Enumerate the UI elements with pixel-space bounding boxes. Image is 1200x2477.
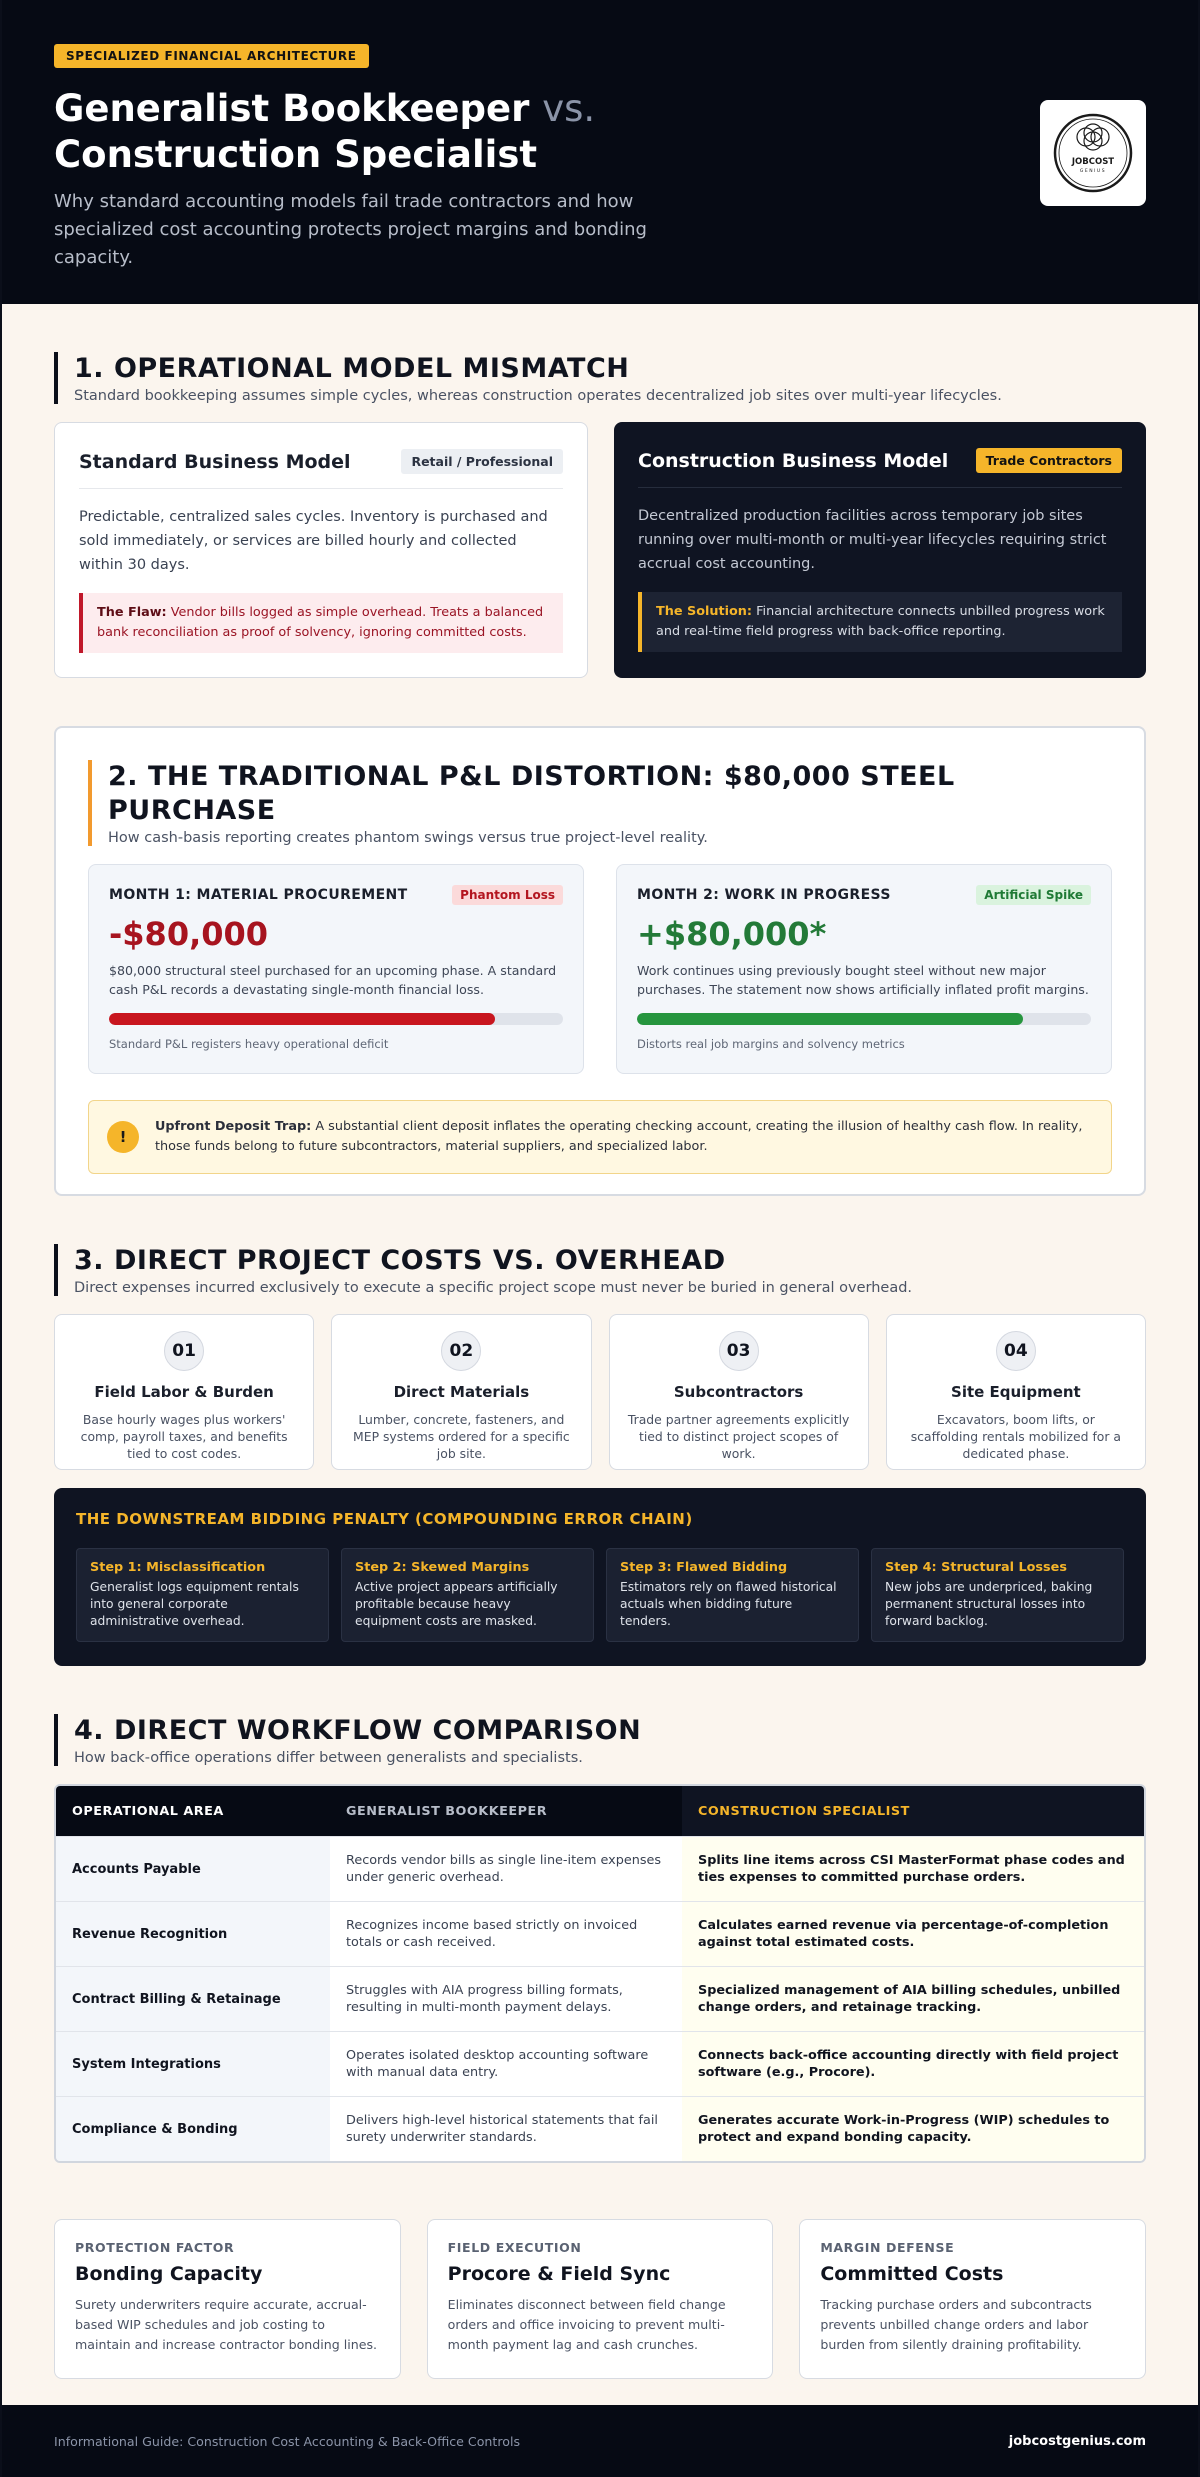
cost-title: Direct Materials	[393, 1383, 530, 1401]
month-value: +$80,000*	[637, 915, 827, 953]
cost-card-labor	[54, 1314, 314, 1470]
month-header	[637, 885, 1091, 905]
month-title: MONTH 1: MATERIAL PROCUREMENT	[109, 887, 408, 903]
section-header	[88, 760, 1112, 846]
flaw-callout	[79, 593, 563, 653]
generalist-cell: Operates isolated desktop accounting software with manual data entry.	[330, 2032, 682, 2096]
factor-cards	[54, 2219, 1146, 2379]
model-cards	[54, 422, 1146, 678]
logo	[1040, 100, 1146, 206]
factor-card-procore	[427, 2219, 774, 2379]
card-badge: Retail / Professional	[401, 449, 563, 474]
card-title: Standard Business Model	[79, 450, 351, 473]
cost-title: Site Equipment	[951, 1383, 1081, 1401]
cost-description: Trade partner agreements explicitly tied to distinct project scopes of work.	[627, 1412, 850, 1461]
footer-caption: Informational Guide: Construction Cost Accounting & Back-Office Controls	[54, 2433, 521, 2449]
card-title: Construction Business Model	[638, 449, 949, 472]
logo-text: JOBCOST	[1071, 157, 1115, 167]
step-card	[76, 1548, 329, 1642]
section-pl-distortion	[54, 726, 1146, 1196]
area-cell: Accounts Payable	[56, 1837, 330, 1901]
number-badge: 04	[996, 1331, 1036, 1371]
section-workflow-comparison	[54, 1714, 1146, 2163]
number-badge: 03	[719, 1331, 759, 1371]
footer	[2, 2405, 1198, 2477]
deposit-trap-callout	[88, 1100, 1112, 1174]
artificial-spike-badge: Artificial Spike	[976, 885, 1091, 905]
profit-bar-fill	[637, 1013, 1023, 1025]
cost-card-subcontractors	[609, 1314, 869, 1470]
comparison-table	[54, 1784, 1146, 2163]
specialist-cell: Specialized management of AIA billing schedules, unbilled change orders, and retainage tracking.	[682, 1967, 1144, 2031]
cost-card-materials	[331, 1314, 591, 1470]
number-badge: 01	[164, 1331, 204, 1371]
cost-description: Base hourly wages plus workers' comp, payroll taxes, and benefits tied to cost codes.	[80, 1412, 288, 1461]
section-operational-model	[54, 304, 1146, 678]
table-row	[56, 2096, 1144, 2161]
step-description: New jobs are underpriced, baking permanent structural losses into forward backlog.	[885, 1580, 1093, 1628]
generalist-cell: Records vendor bills as single line-item expenses under generic overhead.	[330, 1837, 682, 1901]
card-badge: Trade Contractors	[976, 448, 1122, 473]
card-header	[79, 449, 563, 489]
section-header	[54, 1714, 1146, 1766]
card-header	[638, 448, 1122, 488]
cost-description: Excavators, boom lifts, or scaffolding rentals mobilized for a dedicated phase.	[910, 1412, 1122, 1461]
generalist-cell: Delivers high-level historical statements that fail surety underwriter standards.	[330, 2097, 682, 2161]
section-title: 3. DIRECT PROJECT COSTS VS. OVERHEAD	[74, 1245, 726, 1276]
cost-description: Lumber, concrete, fasteners, and MEP systems ordered for a specific job site.	[353, 1412, 570, 1461]
penalty-steps	[76, 1548, 1124, 1642]
table-header-row	[56, 1786, 1144, 1836]
solution-callout	[638, 592, 1122, 652]
step-card	[606, 1548, 859, 1642]
hero-subtitle: Why standard accounting models fail trade contractors and how specialized cost accounting protects project margins and bonding capacity.	[54, 191, 647, 268]
main-content	[2, 304, 1198, 2379]
table-row	[56, 1966, 1144, 2031]
hero-tag: SPECIALIZED FINANCIAL ARCHITECTURE	[54, 44, 369, 68]
factor-description: Eliminates disconnect between field change orders and office invoicing to prevent multi-month payment lag and cash crunches.	[447, 2297, 726, 2352]
section-subtitle: Direct expenses incurred exclusively to execute a specific project scope must never be buried in general overhead.	[74, 1280, 913, 1296]
cost-card-equipment	[886, 1314, 1146, 1470]
page-title	[54, 86, 874, 178]
callout-text: Financial architecture connects unbilled progress work and real-time field progress with back-office reporting.	[656, 604, 1105, 639]
step-card	[871, 1548, 1124, 1642]
table-row	[56, 1836, 1144, 1901]
generalist-cell: Struggles with AIA progress billing formats, resulting in multi-month payment delays.	[330, 1967, 682, 2031]
month2-card	[616, 864, 1112, 1074]
bidding-penalty-panel	[54, 1488, 1146, 1666]
factor-description: Tracking purchase orders and subcontracts prevents unbilled change orders and labor burden from silently draining profitability.	[820, 2297, 1092, 2352]
month-description: $80,000 structural steel purchased for an upcoming phase. A standard cash P&L records a devastating single-month financial loss.	[109, 963, 557, 997]
factor-kicker: FIELD EXECUTION	[447, 2240, 582, 2255]
warning-icon: !	[107, 1121, 139, 1153]
section-subtitle: How cash-basis reporting creates phantom swings versus true project-level reality.	[108, 830, 708, 846]
section-header	[54, 1244, 1146, 1296]
section-title: 1. OPERATIONAL MODEL MISMATCH	[74, 353, 630, 384]
logo-subtext: GENIUS	[1079, 169, 1107, 174]
standard-model-card	[54, 422, 588, 678]
section-title: 4. DIRECT WORKFLOW COMPARISON	[74, 1715, 642, 1746]
profit-bar	[637, 1013, 1091, 1025]
callout-label: The Flaw:	[97, 605, 167, 620]
card-body: Predictable, centralized sales cycles. Inventory is purchased and sold immediately, or services are billed hourly and collected within 30 days.	[79, 509, 548, 573]
factor-kicker: MARGIN DEFENSE	[820, 2240, 955, 2255]
month-description: Work continues using previously bought steel without new major purchases. The statement now shows artificially inflated profit margins.	[637, 963, 1089, 997]
step-description: Estimators rely on flawed historical actuals when bidding future tenders.	[620, 1580, 837, 1628]
factor-card-committed-costs	[799, 2219, 1146, 2379]
title-generalist: Generalist Bookkeeper	[54, 87, 530, 130]
month-footnote: Distorts real job margins and solvency metrics	[637, 1037, 905, 1051]
deficit-bar	[109, 1013, 563, 1025]
step-title: Step 4: Structural Losses	[885, 1560, 1067, 1575]
section-subtitle: How back-office operations differ between generalists and specialists.	[74, 1750, 583, 1766]
section-title: 2. THE TRADITIONAL P&L DISTORTION: $80,000 STEEL PURCHASE	[108, 761, 955, 826]
callout-text: Vendor bills logged as simple overhead. Treats a balanced bank reconciliation as proof of solvency, ignoring committed costs.	[97, 605, 544, 640]
section-header	[54, 352, 1146, 404]
factor-card-bonding	[54, 2219, 401, 2379]
section-direct-costs	[54, 1244, 1146, 1666]
generalist-cell: Recognizes income based strictly on invoiced totals or cash received.	[330, 1902, 682, 1966]
deficit-bar-fill	[109, 1013, 495, 1025]
area-cell: Compliance & Bonding	[56, 2097, 330, 2161]
step-card	[341, 1548, 594, 1642]
month-title: MONTH 2: WORK IN PROGRESS	[637, 887, 891, 903]
trap-text	[155, 1117, 1093, 1157]
specialist-cell: Generates accurate Work-in-Progress (WIP) schedules to protect and expand bonding capacity.	[682, 2097, 1144, 2161]
callout-label: The Solution:	[656, 604, 753, 619]
specialist-cell: Splits line items across CSI MasterFormat phase codes and ties expenses to committed purchase orders.	[682, 1837, 1144, 1901]
factor-title: Bonding Capacity	[75, 2263, 263, 2285]
table-row	[56, 1901, 1144, 1966]
step-description: Generalist logs equipment rentals into general corporate administrative overhead.	[90, 1580, 299, 1628]
cost-title: Subcontractors	[673, 1383, 804, 1401]
card-body: Decentralized production facilities across temporary job sites running over multi-month or multi-year lifecycles requiring strict accrual cost accounting.	[638, 508, 1107, 572]
area-cell: Contract Billing & Retainage	[56, 1967, 330, 2031]
phantom-loss-badge: Phantom Loss	[452, 885, 563, 905]
step-title: Step 1: Misclassification	[90, 1560, 266, 1575]
specialist-cell: Connects back-office accounting directly with field project software (e.g., Procore).	[682, 2032, 1144, 2096]
trap-label: Upfront Deposit Trap:	[155, 1119, 312, 1134]
cost-cards	[54, 1314, 1146, 1470]
month1-card	[88, 864, 584, 1074]
step-title: Step 3: Flawed Bidding	[620, 1560, 788, 1575]
construction-model-card	[614, 422, 1146, 678]
step-title: Step 2: Skewed Margins	[355, 1560, 530, 1575]
title-vs: vs.	[542, 87, 596, 130]
logo-emblem-icon	[1051, 111, 1135, 195]
month-cards	[88, 864, 1112, 1074]
month-value: -$80,000	[109, 915, 269, 953]
number-badge: 02	[441, 1331, 481, 1371]
area-cell: System Integrations	[56, 2032, 330, 2096]
area-cell: Revenue Recognition	[56, 1902, 330, 1966]
hero-banner	[2, 0, 1198, 304]
column-header: OPERATIONAL AREA	[56, 1786, 330, 1836]
month-header	[109, 885, 563, 905]
step-description: Active project appears artificially profitable because heavy equipment costs are masked.	[355, 1580, 558, 1628]
title-specialist: Construction Specialist	[54, 133, 538, 176]
factor-title: Committed Costs	[820, 2263, 1004, 2285]
footer-site-link[interactable]: jobcostgenius.com	[1008, 2433, 1146, 2449]
factor-title: Procore & Field Sync	[447, 2263, 671, 2285]
penalty-title: THE DOWNSTREAM BIDDING PENALTY (COMPOUNDING ERROR CHAIN)	[76, 1510, 693, 1528]
specialist-cell: Calculates earned revenue via percentage-of-completion against total estimated costs.	[682, 1902, 1144, 1966]
column-header: GENERALIST BOOKKEEPER	[330, 1786, 682, 1836]
factor-kicker: PROTECTION FACTOR	[75, 2240, 235, 2255]
column-header: CONSTRUCTION SPECIALIST	[682, 1786, 1144, 1836]
trap-body: A substantial client deposit inflates the operating checking account, creating the illusion of healthy cash flow. In reality, those funds belong to future subcontractors, material suppliers, and specialized labor.	[155, 1119, 1083, 1154]
section-subtitle: Standard bookkeeping assumes simple cycles, whereas construction operates decentralized job sites over multi-year lifecycles.	[74, 388, 1002, 404]
month-footnote: Standard P&L registers heavy operational deficit	[109, 1037, 389, 1051]
factor-description: Surety underwriters require accurate, accrual-based WIP schedules and job costing to maintain and increase contractor bonding lines.	[75, 2297, 378, 2352]
cost-title: Field Labor & Burden	[94, 1383, 274, 1401]
table-row	[56, 2031, 1144, 2096]
